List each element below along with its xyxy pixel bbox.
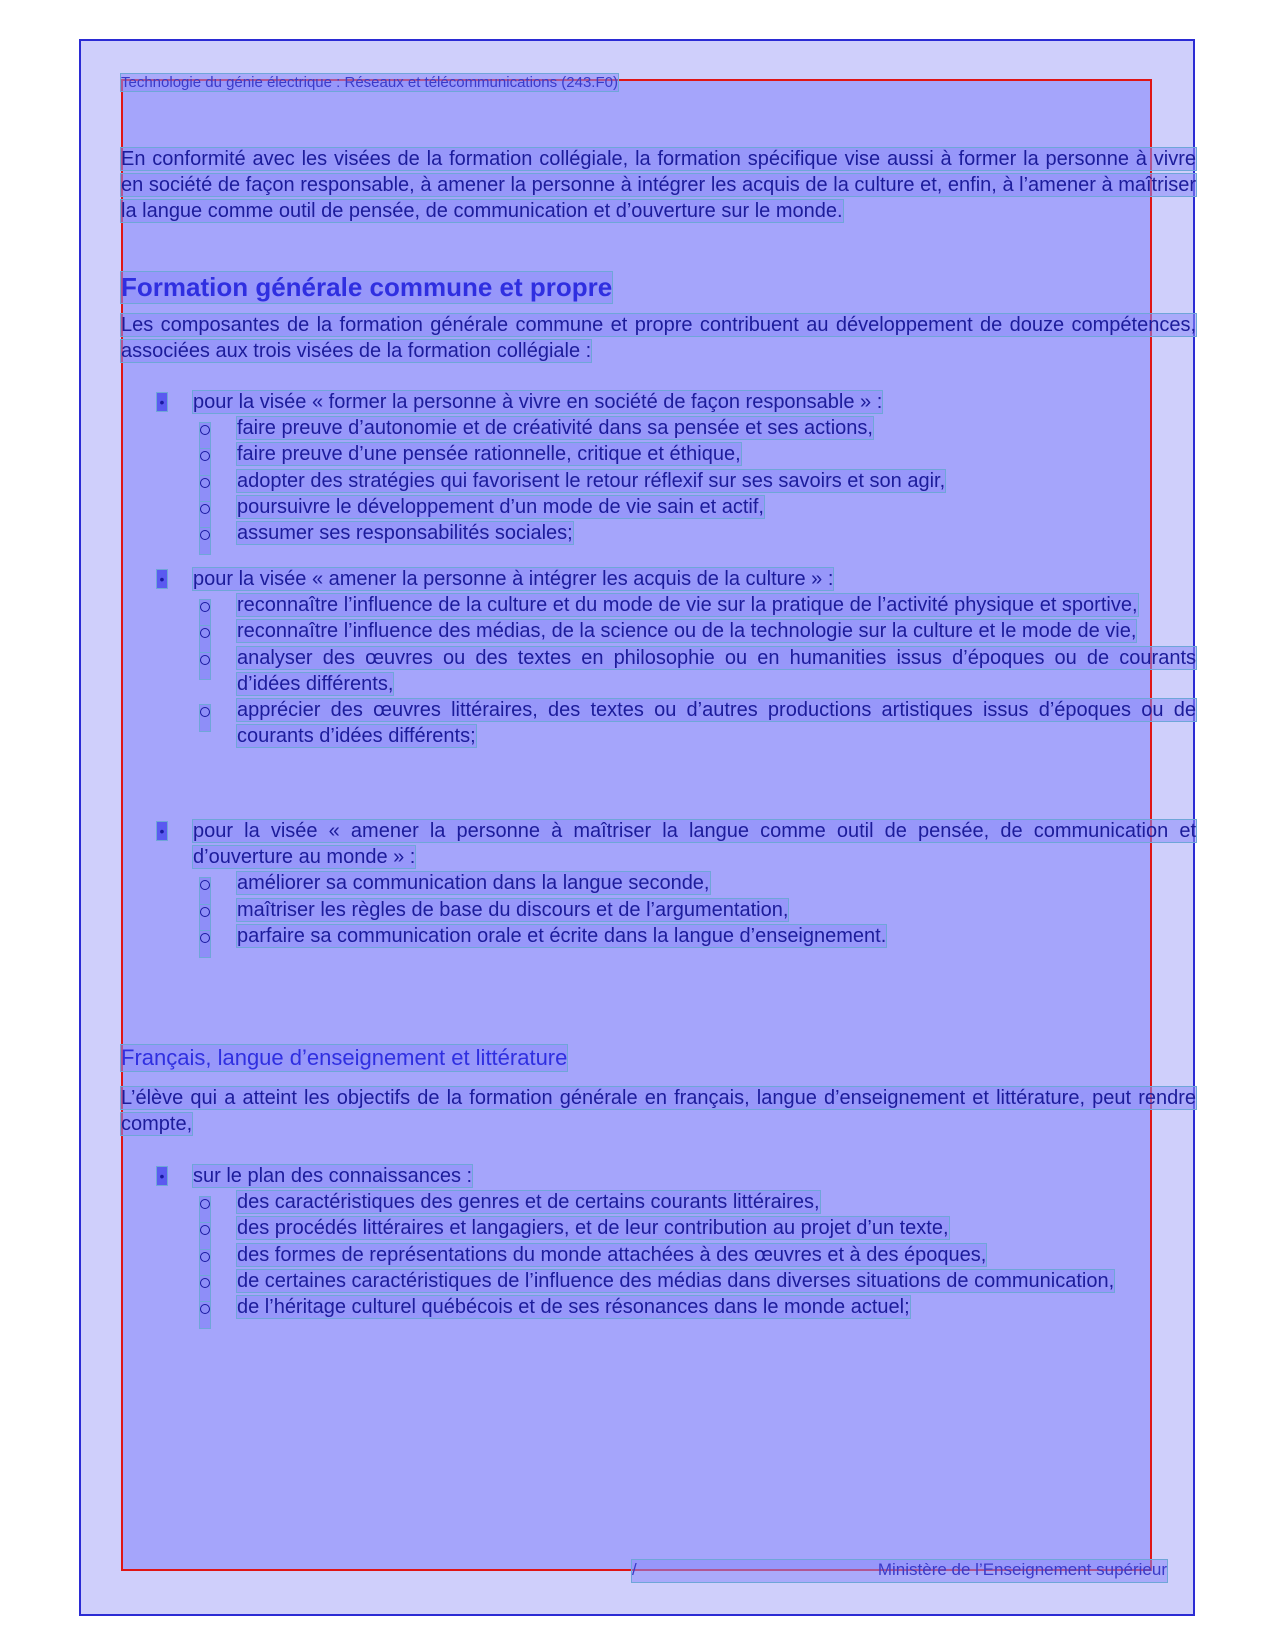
list-item xyxy=(121,520,1196,546)
section2-intro xyxy=(121,1085,1196,1137)
item-text: améliorer sa communication dans la langue seconde, xyxy=(237,872,710,895)
sublist xyxy=(193,592,1196,749)
section-title-francais: Français, langue d’enseignement et littérature xyxy=(121,1045,568,1070)
circle-bullet-icon xyxy=(200,1302,210,1328)
list-item xyxy=(121,566,1196,749)
circle-bullet-icon xyxy=(200,705,210,731)
list-item xyxy=(121,592,1196,618)
bullet-icon: • xyxy=(157,393,167,411)
list-item xyxy=(121,1163,1196,1320)
item-text: reconnaître l’influence des médias, de la science ou de la technologie sur la culture et le mode de vie, xyxy=(237,620,1137,643)
item-text: assumer ses responsabilités sociales; xyxy=(237,522,573,545)
item-text: adopter des stratégies qui favorisent le retour réflexif sur ses savoirs et son agir, xyxy=(237,469,946,492)
page-footer xyxy=(632,1560,1167,1582)
list-item xyxy=(121,415,1196,441)
group-label: pour la visée « amener la personne à maîtriser la langue comme outil de pensée, de communication et d’ouverture au monde » : xyxy=(193,820,1196,869)
group-label: pour la visée « amener la personne à intégrer les acquis de la culture » : xyxy=(193,568,834,590)
list-item xyxy=(121,923,1196,949)
section1-group-1 xyxy=(121,389,1196,546)
section2-group-1 xyxy=(121,1163,1196,1320)
item-text: faire preuve d’une pensée rationnelle, critique et éthique, xyxy=(237,443,741,466)
list-item xyxy=(121,494,1196,520)
list-item xyxy=(121,1242,1196,1268)
footer-mark: / xyxy=(632,1560,637,1579)
item-text: maîtriser les règles de base du discours et de l’argumentation, xyxy=(237,898,789,921)
item-text: de l’héritage culturel québécois et de ses résonances dans le monde actuel; xyxy=(237,1296,910,1319)
intro-text: En conformité avec les visées de la formation collégiale, la formation spécifique vise aussi à former la personne à vivre en société de façon responsable, à amener la personne à intégrer les acquis de la culture et, enfin, à l’amener à maîtriser la langue comme outil de pensée, de communication et d’ouverture sur le monde. xyxy=(121,148,1196,223)
list-item xyxy=(121,1294,1196,1320)
section2-intro-text: L’élève qui a atteint les objectifs de la formation générale en français, langue d’enseignement et littérature, peut rendre compte, xyxy=(121,1087,1196,1136)
item-text: des procédés littéraires et langagiers, et de leur contribution au projet d’un texte, xyxy=(237,1217,949,1240)
item-text: poursuivre le développement d’un mode de vie sain et actif, xyxy=(237,495,764,518)
list-item xyxy=(121,870,1196,896)
section1-intro xyxy=(121,312,1196,364)
item-text: des caractéristiques des genres et de certains courants littéraires, xyxy=(237,1191,820,1214)
section1-group-2 xyxy=(121,566,1196,749)
list-item xyxy=(121,818,1196,949)
list-item xyxy=(121,697,1196,749)
list-item xyxy=(121,468,1196,494)
list-item xyxy=(121,441,1196,467)
sublist xyxy=(193,415,1196,546)
list-item xyxy=(121,389,1196,546)
list-item xyxy=(121,897,1196,923)
section-title-formation-generale: Formation générale commune et propre xyxy=(121,272,613,302)
section1-group-3 xyxy=(121,818,1196,949)
list-item xyxy=(121,1215,1196,1241)
sublist xyxy=(193,870,1196,949)
circle-bullet-icon xyxy=(200,653,210,679)
item-text: apprécier des œuvres littéraires, des textes ou d’autres productions artistiques issus d’époques ou de courants d’idées différents; xyxy=(237,699,1196,748)
bullet-icon: • xyxy=(157,822,167,840)
section1-intro-text: Les composantes de la formation générale commune et propre contribuent au développement de douze compétences, associées aux trois visées de la formation collégiale : xyxy=(121,314,1196,363)
running-header: Technologie du génie électrique : Réseaux et télécommunications (243.F0) xyxy=(121,74,618,91)
item-text: de certaines caractéristiques de l’influence des médias dans diverses situations de communication, xyxy=(237,1269,1115,1292)
circle-bullet-icon xyxy=(200,931,210,957)
list-item xyxy=(121,1268,1196,1294)
list-item xyxy=(121,618,1196,644)
group-label: pour la visée « former la personne à vivre en société de façon responsable » : xyxy=(193,391,883,413)
bullet-icon: • xyxy=(157,570,167,588)
footer-text: Ministère de l’Enseignement supérieur xyxy=(877,1560,1167,1579)
list-item xyxy=(121,645,1196,697)
item-text: parfaire sa communication orale et écrite dans la langue d’enseignement. xyxy=(237,924,887,947)
group-label: sur le plan des connaissances : xyxy=(193,1165,473,1187)
bullet-icon: • xyxy=(157,1167,167,1185)
circle-bullet-icon xyxy=(200,528,210,554)
item-text: faire preuve d’autonomie et de créativité dans sa pensée et ses actions, xyxy=(237,417,873,440)
sublist xyxy=(193,1189,1196,1320)
item-text: analyser des œuvres ou des textes en philosophie ou en humanities issus d’époques ou de courants d’idées différents, xyxy=(237,646,1196,695)
list-item xyxy=(121,1189,1196,1215)
item-text: des formes de représentations du monde attachées à des œuvres et à des époques, xyxy=(237,1243,987,1266)
item-text: reconnaître l’influence de la culture et du mode de vie sur la pratique de l’activité physique et sportive, xyxy=(237,594,1138,617)
intro-paragraph xyxy=(121,146,1196,225)
